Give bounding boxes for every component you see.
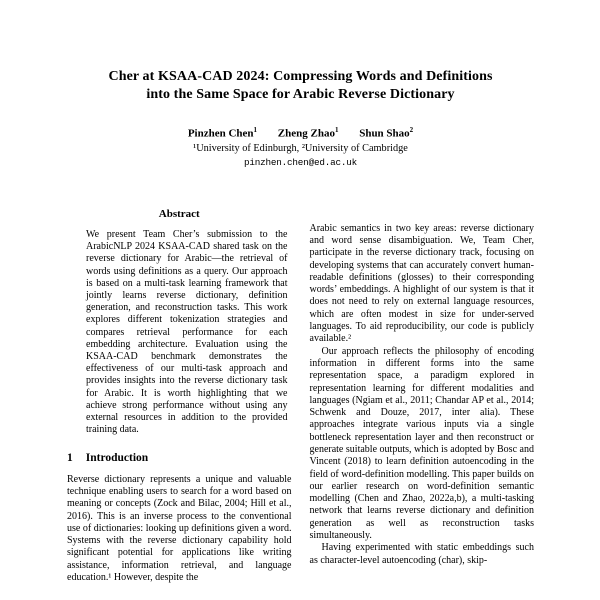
affiliations: ¹University of Edinburgh, ²University of Cambridge	[193, 142, 408, 154]
section-1-title: Introduction	[85, 452, 149, 465]
author-3-affil-mark: 2	[409, 126, 414, 134]
section-1-number: 1	[67, 452, 73, 465]
author-3	[359, 126, 413, 140]
author-2-name: Zheng Zhao	[277, 127, 335, 140]
contact-email: pinzhen.chen@ed.ac.uk	[244, 156, 357, 168]
intro-paragraph: Reverse dictionary represents a unique and valuable technique enabling users to search for a word based on meaning or concepts (Zock and Bilac, 2004; Hill et al., 2016). This is an inverse process to the conventional use of dictionaries: looking up definitions given a word. Systems with the reverse dictionary capability hold significant potential for applications like writing assistance, information retrieval, and language education.¹ However, despite the	[67, 473, 292, 584]
section-1-heading	[67, 452, 292, 464]
paper-title-line1: Cher at KSAA-CAD 2024: Compressing Words and Definitions	[108, 69, 493, 84]
author-2	[278, 126, 339, 140]
abstract-heading: Abstract	[158, 207, 200, 220]
paper-title	[67, 68, 534, 103]
author-1	[188, 126, 257, 140]
right-paragraph-3: Having experimented with static embeddings such as character-level autoencoding (char), skip-	[309, 542, 534, 566]
author-1-name: Pinzhen Chen	[187, 127, 254, 140]
right-paragraph-1: Arabic semantics in two key areas: reverse dictionary and word sense disambiguation. We, Team Cher, participate in the reverse dictionary track, focusing on developing systems that can accurately convert human-readable definitions (glosses) to their corresponding words’ embeddings. A highlight of our system is that it does not need to rely on external language resources, which are often modest in size for under-served languages. To aid reproducibility, our code is publicly available.²	[309, 222, 534, 345]
paper-title-line2: into the Same Space for Arabic Reverse Dictionary	[146, 86, 455, 102]
two-column-body	[67, 208, 534, 585]
author-1-affil-mark: 1	[253, 126, 258, 134]
abstract-text: We present Team Cher’s submission to the ArabicNLP 2024 KSAA-CAD shared task on the reverse dictionary for Arabic—the retrieval of words using definitions as a query. Our approach is based on a multi-task learning framework that jointly learns reverse dictionary, definition generation, and reconstruction tasks. This work explores different tokenization strategies and compares retrieval performance for each embedding architecture. Evaluation using the KSAA-CAD benchmark demonstrates the effectiveness of our multi-task approach and provides insights into the reverse dictionary task for Arabic. It is worth highlighting that we achieve strong performance without using any external resources in addition to the provided training data.	[86, 228, 288, 436]
author-list	[67, 126, 534, 140]
author-2-affil-mark: 1	[334, 126, 339, 134]
author-3-name: Shun Shao	[359, 127, 410, 140]
left-column	[67, 208, 292, 585]
right-paragraph-2: Our approach reflects the philosophy of encoding information in different forms into the same representation space, a paradigm explored in representation learning for different modalities and languages (Ngiam et al., 2011; Chandar AP et al., 2014; Schwenk and Douze, 2017, inter alia). These approaches integrate various inputs via a single bottleneck representation layer and then reconstruct or generate suitable outputs, which is adopted by Bosc and Vincent (2018) to learn definition autoencoding in the field of word-definition modelling. This paper builds on our earlier research on word-definition semantic modelling (Chen and Zhao, 2022a,b), a multi-tasking network that learns reverse dictionary and definition generation as well as reconstruction tasks simultaneously.	[309, 345, 534, 542]
right-column	[310, 208, 535, 585]
